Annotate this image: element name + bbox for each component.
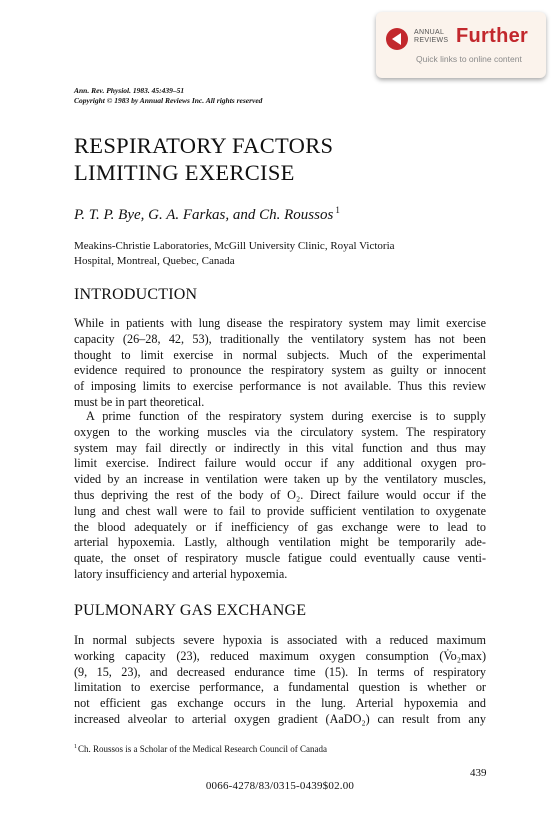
text-line: arterial hypoxemia. Lastly, although ventilation might be temporarily ade-	[74, 535, 486, 550]
pulmonary-paragraph-1	[74, 633, 486, 728]
text-line: increased alveolar to arterial oxygen gradient (AaDO₂) can result from any	[74, 711, 486, 726]
footnote	[74, 744, 327, 754]
text-line: limit exercise. Indirect failure would occur if any additional oxygen pro-	[74, 456, 486, 471]
text-line: system may fail directly or indirectly in this vital function and thus may	[74, 440, 486, 455]
annual-reviews-further-badge[interactable]	[376, 12, 546, 78]
text-line: oxygen to the working muscles via the circulatory system. The respiratory	[74, 424, 486, 439]
issn-code: 0066-4278/83/0315-0439$02.00	[205, 780, 355, 792]
text-line: limitation to exercise performance, a fundamental question is whether or	[74, 680, 486, 695]
section-heading-pulmonary-gas-exchange: PULMONARY GAS EXCHANGE	[74, 602, 307, 619]
text-line: quate, the onset of respiratory muscle fatigue could eventually cause venti-	[74, 551, 486, 566]
footnote-text: Ch. Roussos is a Scholar of the Medical Research Council of Canada	[78, 744, 327, 754]
text-line: vided by an increase in ventilation were taken up by the ventilatory muscles,	[74, 472, 486, 487]
title-line-2: LIMITING EXERCISE	[74, 160, 295, 185]
intro-paragraph-1	[74, 316, 486, 411]
text-line: working capacity (23), reduced maximum oxygen consumption (V̇o₂max)	[74, 648, 486, 663]
text-line: the blood adequately or if inefficiency of gas exchange were to lead to	[74, 519, 486, 534]
text-line: capacity (26–28, 42, 53), traditionally the ventilatory system has not been	[74, 331, 486, 346]
author-list	[74, 205, 340, 224]
text-line: evidence required to pronounce the respiratory system as guilty or innocent	[74, 363, 486, 378]
text-line: not efficient gas exchange occurs in the lung. Arterial hypoxemia and	[74, 696, 486, 711]
text-line: (9, 15, 23), and decreased endurance time (15). In terms of respiratory	[74, 664, 486, 679]
affiliation-line-2: Hospital, Montreal, Quebec, Canada	[74, 255, 235, 267]
author-footnote-mark: 1	[335, 205, 340, 215]
text-line: must be in part theoretical.	[74, 394, 205, 409]
play-arrow-icon	[386, 28, 408, 50]
text-line: thought to limit exercise in normal subjects. Much of the experimental	[74, 347, 486, 362]
article-title	[74, 132, 333, 186]
journal-citation: Ann. Rev. Physiol. 1983. 45:439–51	[74, 86, 185, 95]
text-line: thus depriving the rest of the body of O₂. Direct failure would occur if the	[74, 487, 486, 502]
quick-links-subtitle: Quick links to online content	[416, 54, 522, 64]
text-line: A prime function of the respiratory system during exercise is to supply	[86, 409, 486, 423]
text-line: While in patients with lung disease the respiratory system may limit exercise	[74, 316, 486, 330]
author-names: P. T. P. Bye, G. A. Farkas, and Ch. Roussos	[74, 207, 334, 223]
citation-block	[74, 86, 262, 106]
copyright-line: Copyright © 1983 by Annual Reviews Inc. All rights reserved	[74, 96, 263, 105]
section-heading-introduction: INTRODUCTION	[74, 286, 198, 303]
text-line: lung and chest wall were to fail to provide sufficient ventilation to oxygenate	[74, 503, 486, 518]
annual-reviews-wordmark: ANNUAL REVIEWS	[414, 29, 449, 44]
further-label: Further	[456, 25, 529, 47]
intro-paragraph-2	[74, 409, 486, 583]
affiliation	[74, 239, 395, 269]
title-line-1: RESPIRATORY FACTORS	[74, 133, 334, 158]
text-line: of imposing limits to exercise performance is not available. Thus this review	[74, 379, 486, 394]
text-line: In normal subjects severe hypoxia is associated with a reduced maximum	[74, 633, 486, 647]
page-number: 439	[470, 767, 487, 779]
footnote-mark: 1	[74, 744, 77, 750]
text-line: latory insufficiency and arterial hypoxemia.	[74, 566, 288, 581]
affiliation-line-1: Meakins-Christie Laboratories, McGill University Clinic, Royal Victoria	[74, 240, 395, 252]
